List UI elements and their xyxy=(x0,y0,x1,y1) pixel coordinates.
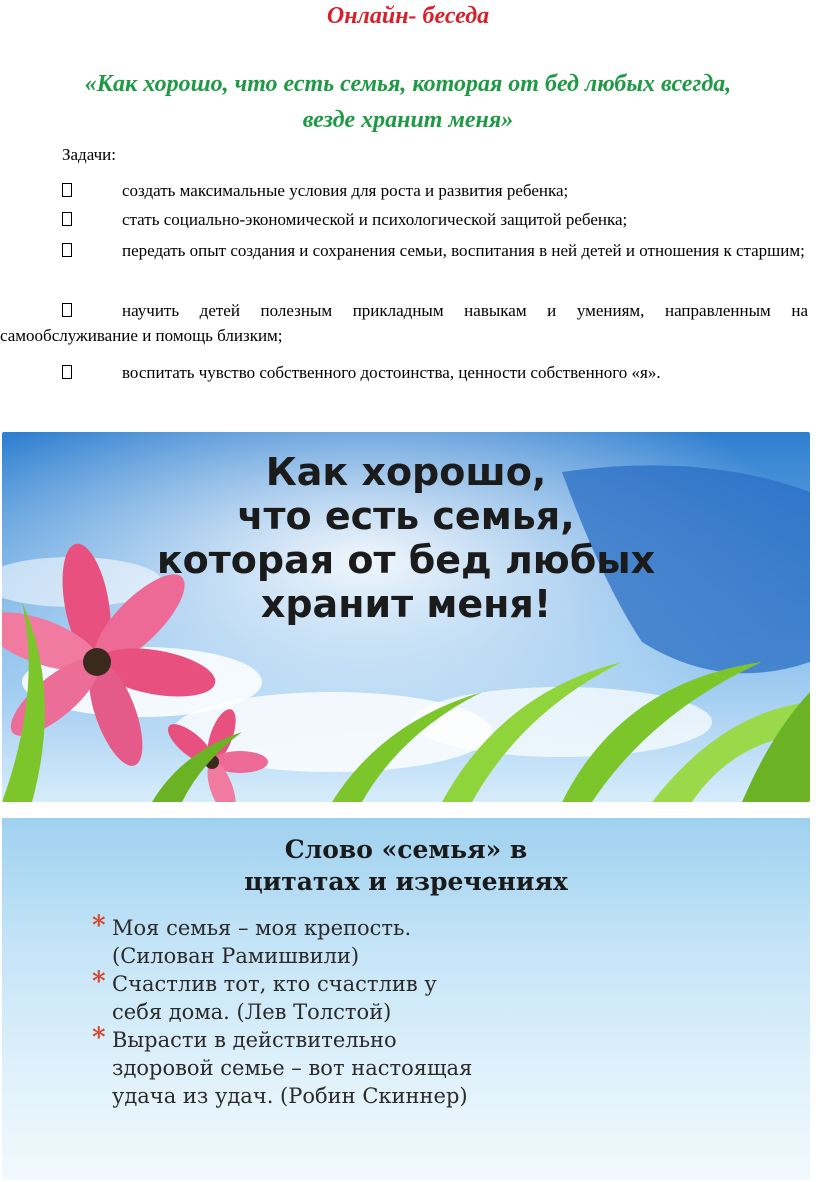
asterisk-icon: * xyxy=(92,911,106,941)
task-text: воспитать чувство собственного достоинства, ценности собственного «я». xyxy=(122,363,661,382)
quote-line: Моя семья – моя крепость. xyxy=(112,916,412,940)
banner-line-1: Как хорошо, xyxy=(265,450,547,494)
banner-caption xyxy=(2,450,810,626)
quote-line: (Силован Рамишвили) xyxy=(112,944,360,968)
task-text: передать опыт создания и сохранения семьи, воспитания в ней детей и отношения к старшим; xyxy=(122,241,805,260)
family-banner-image xyxy=(2,432,810,802)
task-item xyxy=(0,178,808,203)
quote-line: удача из удач. (Робин Скиннер) xyxy=(112,1084,468,1108)
family-quotes-card xyxy=(2,818,810,1180)
banner-line-2: что есть семья, xyxy=(237,494,575,538)
quote-line: Счастлив тот, кто счастлив у xyxy=(112,972,437,996)
task-item xyxy=(0,298,808,348)
quote-line: здоровой семье – вот настоящая xyxy=(112,1056,473,1080)
checkbox-bullet-icon xyxy=(62,183,72,197)
checkbox-bullet-icon xyxy=(62,243,72,257)
tasks-label: Задачи: xyxy=(62,145,116,164)
quotes-title-line-2: цитатах и изречениях xyxy=(244,867,568,896)
quote-item xyxy=(92,967,792,1026)
task-item xyxy=(0,207,808,232)
banner-line-4: хранит меня! xyxy=(260,582,552,626)
subtitle-line-1: «Как хорошо, что есть семья, которая от бед любых всегда, xyxy=(84,71,732,97)
asterisk-icon: * xyxy=(92,967,106,997)
quotes-title xyxy=(2,834,810,898)
checkbox-bullet-icon xyxy=(62,303,72,317)
checkbox-bullet-icon xyxy=(62,212,72,226)
quotes-title-line-1: Слово «семья» в xyxy=(284,835,528,864)
subtitle-line-2: везде хранит меня» xyxy=(302,107,514,133)
quote-line: себя дома. (Лев Толстой) xyxy=(112,1000,392,1024)
quote-item xyxy=(92,911,792,970)
quote-line: Вырасти в действительно xyxy=(112,1028,397,1052)
task-item xyxy=(0,238,808,263)
task-text: стать социально-экономической и психологической защитой ребенка; xyxy=(122,210,628,229)
banner-line-3: которая от бед любых xyxy=(156,538,656,582)
quote-item xyxy=(92,1023,792,1110)
checkbox-bullet-icon xyxy=(62,365,72,379)
page-title: Онлайн- беседа xyxy=(326,3,490,29)
task-text: создать максимальные условия для роста и развития ребенка; xyxy=(122,181,569,200)
page-subtitle xyxy=(0,66,816,138)
asterisk-icon: * xyxy=(92,1023,106,1053)
task-item xyxy=(0,360,808,385)
task-text: научить детей полезным прикладным навыкам и умениям, направленным на самообслуживание и помощь близким; xyxy=(0,301,808,345)
